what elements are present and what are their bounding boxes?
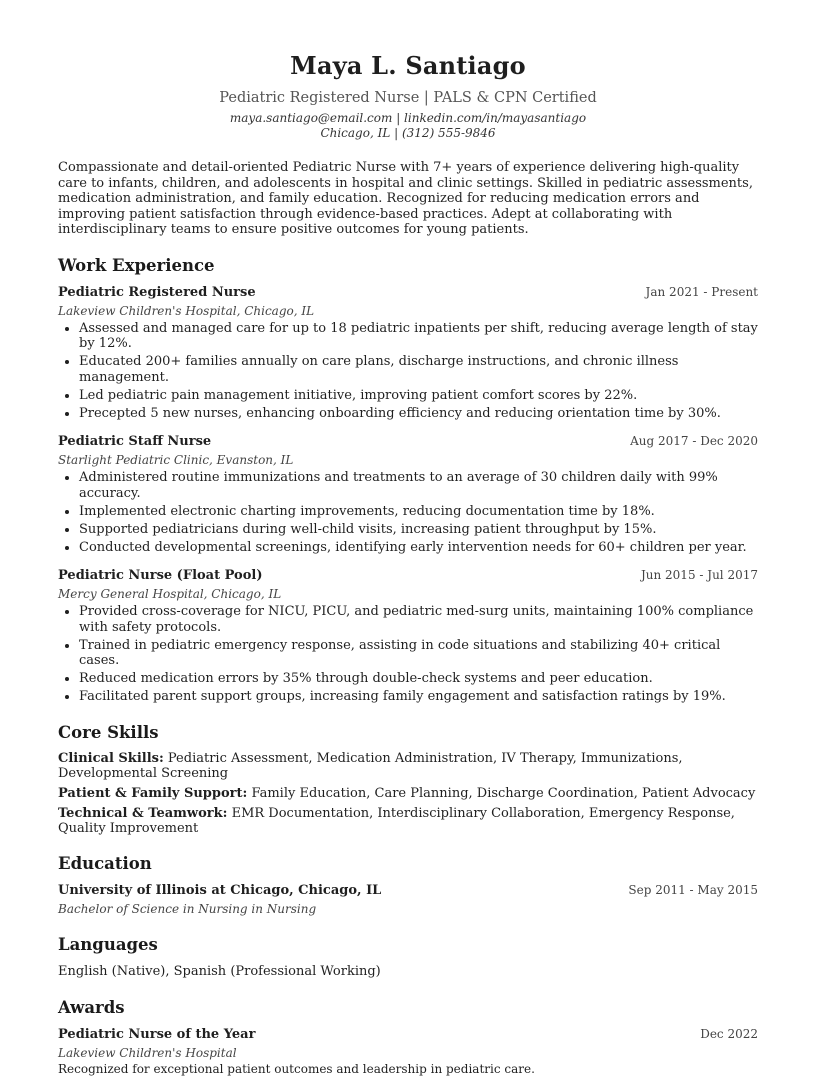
- section-title-awards: Awards: [58, 997, 125, 1017]
- skill-group-items: EMR Documentation, Interdisciplinary Collaboration, Emergency Response, Quality Improvement: [58, 805, 735, 836]
- award-date: Dec 2022: [700, 1026, 758, 1041]
- job-dates: Aug 2017 - Dec 2020: [630, 434, 758, 448]
- school-name: University of Illinois at Chicago, Chicago, IL: [58, 882, 382, 898]
- job-bullet: • Provided cross-coverage for NICU, PICU, and pediatric med-surg units, maintaining 100% compliance with safety protocols.: [79, 604, 758, 635]
- job-bullet: • Reduced medication errors by 35% through double-check systems and peer education.: [79, 671, 758, 687]
- section-title-education: Education: [58, 853, 152, 873]
- job-entry: [58, 567, 758, 705]
- skill-group-items: Pediatric Assessment, Medication Administration, IV Therapy, Immunizations, Developmental Screening: [58, 750, 683, 781]
- job-title: Pediatric Nurse (Float Pool): [58, 568, 263, 583]
- award-organization: Lakeview Children's Hospital: [58, 1045, 237, 1060]
- section-title-core-skills: Core Skills: [58, 722, 159, 742]
- award-description: Recognized for exceptional patient outcomes and leadership in pediatric care.: [58, 1061, 535, 1076]
- job-entry: [58, 284, 758, 422]
- languages-section: [58, 935, 758, 980]
- skill-group: [58, 786, 758, 801]
- job-employer: Starlight Pediatric Clinic, Evanston, IL: [58, 453, 294, 467]
- job-employer: Mercy General Hospital, Chicago, IL: [58, 587, 282, 601]
- contact-line-location-phone: Chicago, IL | (312) 555-9846: [320, 126, 496, 140]
- award-entry: [58, 1026, 758, 1077]
- job-dates: Jun 2015 - Jul 2017: [640, 568, 758, 582]
- award-name: Pediatric Nurse of the Year: [58, 1026, 256, 1042]
- job-bullet-list: [58, 470, 758, 555]
- job-dates: Jan 2021 - Present: [645, 284, 758, 299]
- job-title: Pediatric Registered Nurse: [58, 284, 256, 300]
- skill-group: [58, 751, 758, 781]
- degree: Bachelor of Science in Nursing in Nursing: [58, 901, 317, 916]
- core-skills-section: [58, 723, 758, 836]
- education-dates: Sep 2011 - May 2015: [628, 882, 758, 897]
- job-bullet-list: [58, 321, 758, 422]
- job-title: Pediatric Staff Nurse: [58, 434, 212, 449]
- skill-group-items: Family Education, Care Planning, Discharge Coordination, Patient Advocacy: [251, 785, 756, 801]
- work-experience-section: [58, 256, 758, 705]
- skill-group-name: Clinical Skills:: [58, 750, 164, 766]
- job-employer: Lakeview Children's Hospital, Chicago, IL: [58, 303, 315, 318]
- job-bullet: • Facilitated parent support groups, increasing family engagement and satisfaction ratings by 19%.: [79, 689, 758, 705]
- job-bullet: • Led pediatric pain management initiative, improving patient comfort scores by 22%.: [79, 388, 758, 404]
- section-title-languages: Languages: [58, 934, 158, 954]
- job-bullet: • Supported pediatricians during well-child visits, increasing patient throughput by 15%.: [79, 522, 758, 538]
- job-bullet: • Assessed and managed care for up to 18 pediatric inpatients per shift, reducing average length of stay by 12%.: [79, 321, 758, 352]
- professional-summary: Compassionate and detail-oriented Pediatric Nurse with 7+ years of experience delivering high-quality care to infants, children, and adolescents in hospital and clinic settings. Skilled in pediatric assessments, medication administration, and family education. Recognized for reducing medication errors and improving patient satisfaction through evidence-based practices. Adept at collaborating with interdisciplinary teams to ensure positive outcomes for young patients.: [58, 160, 753, 237]
- job-bullet: • Implemented electronic charting improvements, reducing documentation time by 18%.: [79, 504, 758, 520]
- job-bullet: • Administered routine immunizations and treatments to an average of 30 children daily with 99% accuracy.: [79, 470, 758, 501]
- candidate-name: Maya L. Santiago: [290, 51, 526, 80]
- awards-section: [58, 998, 758, 1077]
- job-bullet-list: [58, 604, 758, 705]
- resume-header: [58, 50, 758, 141]
- contact-line-email-linkedin: maya.santiago@email.com | linkedin.com/in/mayasantiago: [229, 111, 587, 125]
- section-title-work-experience: Work Experience: [58, 255, 215, 275]
- contact-info: [58, 111, 758, 141]
- headline: Pediatric Registered Nurse | PALS & CPN Certified: [219, 90, 597, 106]
- job-entry: [58, 433, 758, 555]
- education-section: [58, 854, 758, 917]
- languages-list: English (Native), Spanish (Professional Working): [58, 963, 381, 979]
- skill-group-name: Technical & Teamwork:: [58, 805, 228, 821]
- skill-group: [58, 806, 758, 836]
- skill-group-name: Patient & Family Support:: [58, 785, 248, 801]
- job-bullet: • Trained in pediatric emergency response, assisting in code situations and stabilizing 40+ critical cases.: [79, 638, 758, 669]
- job-bullet: • Educated 200+ families annually on care plans, discharge instructions, and chronic illness management.: [79, 354, 758, 385]
- job-bullet: • Conducted developmental screenings, identifying early intervention needs for 60+ children per year.: [79, 540, 758, 556]
- job-bullet: • Precepted 5 new nurses, enhancing onboarding efficiency and reducing orientation time by 30%.: [79, 406, 758, 422]
